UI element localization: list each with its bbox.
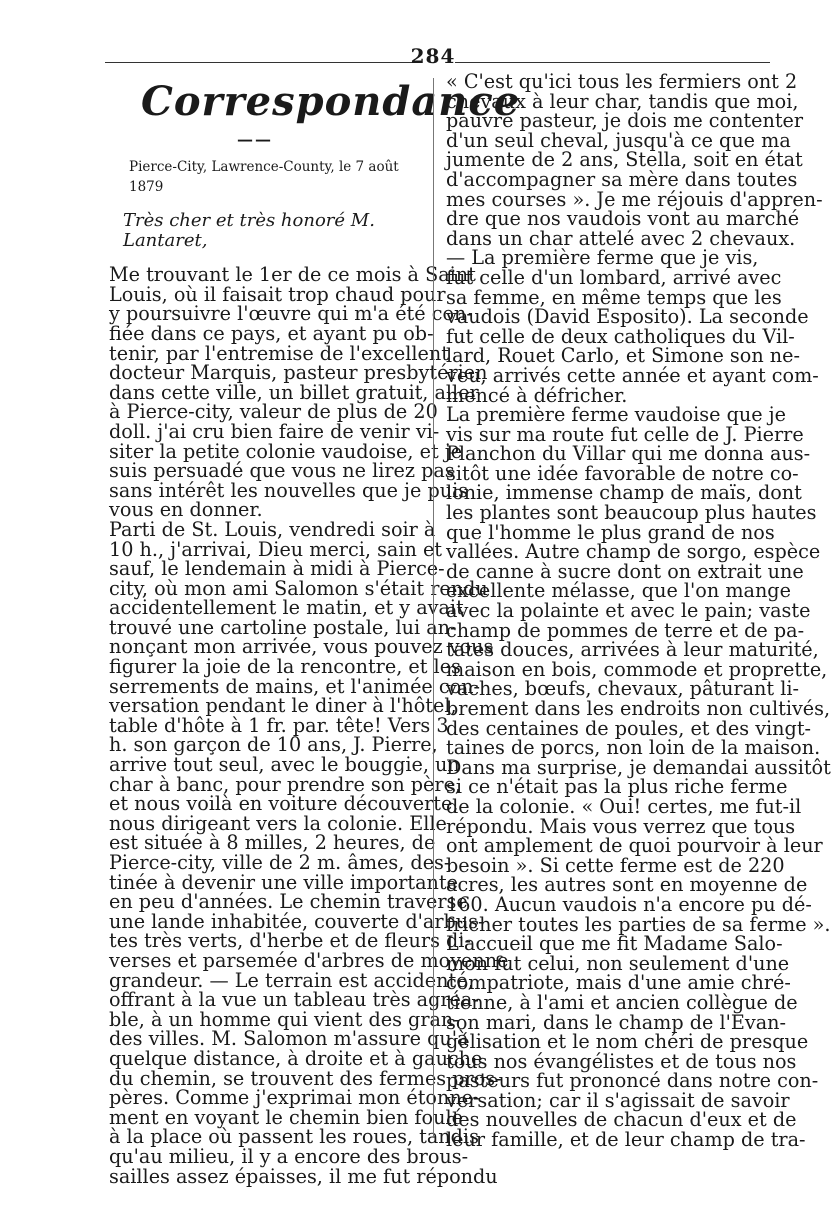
- text-line: qu'au milieu, il y a encore des brous-: [109, 1144, 469, 1168]
- text-line: veu, arrivés cette année et ayant com-: [446, 363, 819, 387]
- text-line: d'un seul cheval, jusqu'à ce que ma: [446, 128, 791, 152]
- text-line: fricher toutes les parties de sa ferme ».: [446, 912, 831, 936]
- text-line: tienne, à l'ami et ancien collègue de: [446, 990, 798, 1014]
- text-line: d'accompagner sa mère dans toutes: [446, 167, 798, 191]
- text-line: vallées. Autre champ de sorgo, espèce: [446, 540, 821, 564]
- text-line: des nouvelles de chacun d'eux et de: [446, 1108, 797, 1132]
- text-line: compatriote, mais d'une amie chré-: [446, 971, 791, 995]
- text-line: une lande inhabitée, couverte d'arbus-: [109, 909, 485, 933]
- text-line: sa femme, en même temps que les: [446, 285, 782, 309]
- text-line: Dans ma surprise, je demandai aussitôt: [446, 755, 831, 779]
- text-line: Pierce-city, ville de 2 m. âmes, des-: [109, 851, 451, 874]
- text-line: des villes. M. Salomon m'assure qu'à: [109, 1027, 469, 1051]
- text-line: taines de porcs, non loin de la maison.: [446, 736, 821, 760]
- text-line: ble, à un homme qui vient des gran-: [109, 1007, 460, 1031]
- text-line: Planchon du Villar qui me donna aus-: [446, 442, 811, 466]
- header-rule-right: [455, 62, 770, 63]
- text-line: city, où mon ami Salomon s'était rendu: [109, 576, 488, 600]
- text-line: tenir, par l'entremise de l'excellent: [109, 341, 449, 365]
- text-line: ont amplement de quoi pourvoir à leur: [446, 834, 823, 858]
- text-line: avec la polainte et avec le pain; vaste: [446, 599, 811, 623]
- text-line: et nous voilà en voiture découverte,: [109, 792, 459, 816]
- text-line: sitôt une idée favorable de notre co-: [446, 461, 799, 485]
- text-line: versation pendant le diner à l'hôtel,: [109, 694, 457, 718]
- text-line: mes courses ». Je me réjouis d'appren-: [446, 187, 823, 211]
- text-line: mencé à défricher.: [446, 383, 628, 407]
- text-line: acres, les autres sont en moyenne de: [446, 873, 808, 897]
- text-line: répondu. Mais vous verrez que tous: [446, 814, 796, 838]
- text-line: à Pierce-city, valeur de plus de 20: [109, 400, 438, 424]
- header-rule-left: [105, 62, 415, 63]
- text-line: docteur Marquis, pasteur presbytérien: [109, 361, 488, 385]
- text-line: brement dans les endroits non cultivés,: [446, 697, 831, 720]
- text-line: y poursuivre l'œuvre qui m'a été con-: [109, 302, 473, 326]
- left-column: [109, 70, 521, 1188]
- text-line: tates douces, arrivées à leur maturité,: [446, 638, 819, 662]
- text-line: verses et parsemée d'arbres de moyenne: [109, 948, 509, 972]
- text-line: versation; car il s'agissait de savoir: [446, 1088, 790, 1112]
- text-line: champ de pommes de terre et de pa-: [446, 618, 805, 642]
- text-line: ment en voyant le chemin bien foulé: [109, 1105, 463, 1129]
- text-line: 160. Aucun vaudois n'a encore pu dé-: [446, 892, 812, 916]
- text-line: Me trouvant le 1er de ce mois à Saint: [109, 263, 476, 287]
- salutation: Très cher et très honoré M. Lantaret,: [123, 210, 375, 252]
- text-line: « C'est qu'ici tous les fermiers ont 2: [446, 70, 798, 93]
- text-line: Parti de St. Louis, vendredi soir à: [109, 517, 436, 541]
- text-line: son mari, dans le champ de l'Evan-: [446, 1010, 787, 1034]
- text-line: grandeur. — Le terrain est accidenté,: [109, 968, 474, 992]
- text-line: est située à 8 milles, 2 heures, de: [109, 831, 436, 855]
- text-line: trouvé une cartoline postale, lui an-: [109, 615, 457, 639]
- text-line: La première ferme vaudoise que je: [446, 403, 786, 427]
- right-column-body: [446, 70, 831, 1152]
- text-line: en peu d'années. Le chemin traverse: [109, 890, 468, 914]
- text-line: siter la petite colonie vaudoise, et je: [109, 439, 463, 463]
- text-line: L'accueil que me fit Madame Salo-: [446, 932, 783, 956]
- text-line: fut celle de deux catholiques du Vil-: [446, 324, 795, 348]
- text-line: fiée dans ce pays, et ayant pu ob-: [109, 321, 434, 345]
- text-line: les plantes sont beaucoup plus hautes: [446, 501, 817, 525]
- text-line: arrive tout seul, avec le bouggie, un: [109, 753, 460, 777]
- page-number: 284: [410, 44, 456, 68]
- text-line: suis persuadé que vous ne lirez pas: [109, 459, 455, 483]
- text-line: si ce n'était pas la plus riche ferme: [446, 775, 788, 799]
- text-line: de la colonie. « Oui! certes, me fut-il: [446, 794, 802, 818]
- text-line: fut celle d'un lombard, arrivé avec: [446, 265, 782, 289]
- text-line: tous nos évangélistes et de tous nos: [446, 1049, 797, 1073]
- text-line: leur famille, et de leur champ de tra-: [446, 1128, 806, 1152]
- text-line: sauf, le lendemain à midi à Pierce-: [109, 557, 445, 581]
- text-line: à la place où passent les roues, tandis: [109, 1125, 479, 1149]
- text-line: sans intérêt les nouvelles que je puis: [109, 478, 469, 502]
- text-line: lonie, immense champ de maïs, dont: [446, 481, 802, 505]
- text-line: figurer la joie de la rencontre, et les: [109, 655, 461, 679]
- text-line: des centaines de poules, et des vingt-: [446, 716, 812, 740]
- text-line: char à banc, pour prendre son père,: [109, 772, 462, 796]
- text-line: chevaux à leur char, tandis que moi,: [446, 89, 799, 113]
- text-line: serrements de mains, et l'animée con-: [109, 674, 481, 698]
- text-line: tes très verts, d'herbe et de fleurs di-: [109, 929, 471, 953]
- text-line: pasteurs fut prononcé dans notre con-: [446, 1069, 819, 1093]
- text-line: accidentellement le matin, et y avait: [109, 596, 464, 620]
- text-line: besoin ». Si cette ferme est de 220: [446, 853, 785, 877]
- text-line: h. son garçon de 10 ans, J. Pierre,: [109, 733, 438, 757]
- title-separator: ——: [237, 129, 273, 149]
- column-divider: [433, 78, 434, 1138]
- text-line: dre que nos vaudois vont au marché: [446, 207, 800, 231]
- left-column-body: [109, 263, 509, 1188]
- text-line: vis sur ma route fut celle de J. Pierre: [446, 422, 804, 446]
- text-line: nous dirigeant vers la colonie. Elle: [109, 811, 447, 835]
- text-line: excellente mélasse, que l'on mange: [446, 579, 791, 603]
- text-line: dans cette ville, un billet gratuit, aller: [109, 380, 479, 404]
- text-line: lard, Rouet Carlo, et Simone son ne-: [446, 344, 800, 368]
- text-line: Louis, où il faisait trop chaud pour: [109, 282, 446, 306]
- text-line: maison en bois, commode et proprette,: [446, 657, 828, 681]
- text-line: mon fut celui, non seulement d'une: [446, 951, 790, 975]
- text-line: pères. Comme j'exprimai mon étonne-: [109, 1086, 480, 1110]
- text-line: quelque distance, à droite et à gauche: [109, 1046, 483, 1070]
- right-column: [446, 70, 831, 1152]
- text-line: sailles assez épaisses, il me fut répondu: [109, 1164, 498, 1188]
- text-line: pauvre pasteur, je dois me contenter: [446, 109, 804, 133]
- text-line: du chemin, se trouvent des fermes pros-: [109, 1066, 502, 1090]
- text-line: vaudois (David Esposito). La seconde: [446, 305, 809, 329]
- text-line: vous en donner.: [109, 498, 263, 522]
- text-line: gélisation et le nom chéri de presque: [446, 1030, 809, 1054]
- section-title: Correspondance: [141, 78, 521, 125]
- text-line: vaches, bœufs, chevaux, pâturant li-: [446, 677, 799, 701]
- dateline: Pierce-City, Lawrence-County, le 7 août 1879: [129, 159, 399, 196]
- text-line: jumente de 2 ans, Stella, soit en état: [446, 148, 803, 172]
- text-line: table d'hôte à 1 fr. par. tête! Vers 3: [109, 713, 449, 737]
- text-line: 10 h., j'arrivai, Dieu merci, sain et: [109, 537, 443, 561]
- text-line: dans un char attelé avec 2 chevaux.: [446, 226, 796, 250]
- text-line: offrant à la vue un tableau très agréa-: [109, 988, 479, 1012]
- text-line: nonçant mon arrivée, vous pouvez vous: [109, 635, 494, 659]
- text-line: — La première ferme que je vis,: [446, 246, 759, 270]
- text-line: de canne à sucre dont on extrait une: [446, 559, 804, 583]
- text-line: doll. j'ai cru bien faire de venir vi-: [109, 419, 440, 443]
- text-line: que l'homme le plus grand de nos: [446, 520, 775, 544]
- text-line: tinée à devenir une ville importante: [109, 870, 458, 894]
